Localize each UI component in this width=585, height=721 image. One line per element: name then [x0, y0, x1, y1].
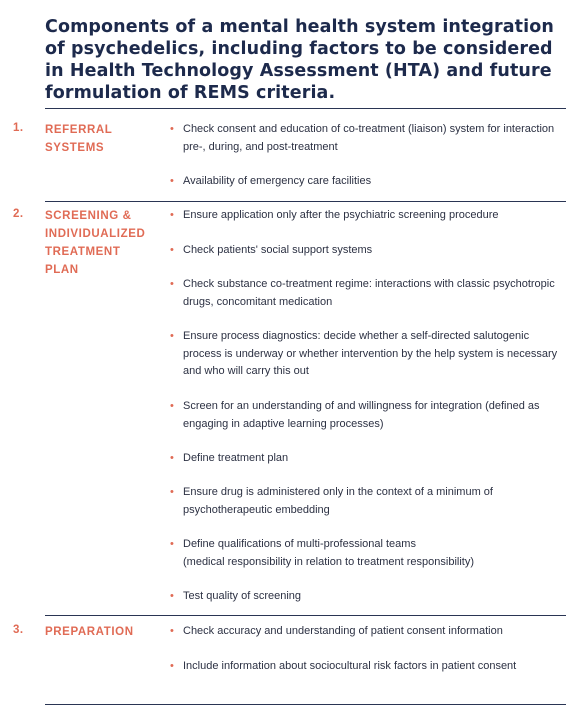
- page-title: Components of a mental health system integration of psychedelics, including factors to be considered in Health Technology Assessment (HTA) and future formulation of REMS criteria.: [45, 17, 554, 103]
- list-item-text: Check accuracy and understanding of patient consent information: [183, 625, 503, 637]
- bullet-icon: •: [170, 278, 174, 290]
- list-item: [170, 276, 566, 311]
- list-item: [170, 173, 566, 191]
- list-item-text: Include information about sociocultural risk factors in patient consent: [183, 660, 517, 672]
- list-item: [170, 242, 566, 260]
- section-number: 2.: [13, 208, 24, 220]
- list-item: [170, 623, 566, 641]
- bullet-icon: •: [170, 330, 174, 342]
- divider: [45, 201, 566, 202]
- list-item-text: Check substance co-treatment regime: interactions with classic psychotropic drugs, concomitant medication: [183, 278, 555, 308]
- list-item: [170, 207, 566, 225]
- bullet-icon: •: [170, 175, 174, 187]
- section-number: 3.: [13, 624, 24, 636]
- list-item: [170, 450, 566, 468]
- divider: [45, 704, 566, 705]
- list-item-text: Ensure process diagnostics: decide whether a self-directed salutogenic process is underway or whether intervention by the help system is necessary and who will carry this out: [183, 330, 558, 377]
- list-item-text: Ensure drug is administered only in the context of a minimum of psychotherapeutic embedding: [183, 486, 493, 516]
- bullet-icon: •: [170, 486, 174, 498]
- bullet-icon: •: [170, 660, 174, 672]
- divider: [45, 615, 566, 616]
- list-item: [170, 398, 566, 433]
- list-item-text: Ensure application only after the psychiatric screening procedure: [183, 209, 499, 221]
- list-item-text: Define treatment plan: [183, 452, 289, 464]
- section-title: REFERRAL SYSTEMS: [45, 124, 113, 154]
- bullet-icon: •: [170, 123, 174, 135]
- list-item: [170, 588, 566, 606]
- bullet-icon: •: [170, 400, 174, 412]
- bullet-icon: •: [170, 625, 174, 637]
- list-item: [170, 484, 566, 519]
- list-item-text: Screen for an understanding of and willingness for integration (defined as engaging in adaptive learning processes): [183, 400, 540, 430]
- list-item: [170, 658, 566, 676]
- section-title: PREPARATION: [45, 626, 134, 638]
- list-item-text: Availability of emergency care facilities: [183, 175, 372, 187]
- list-item-text: Check patients' social support systems: [183, 244, 373, 256]
- bullet-icon: •: [170, 209, 174, 221]
- divider: [45, 108, 566, 109]
- bullet-icon: •: [170, 244, 174, 256]
- bullet-icon: •: [170, 590, 174, 602]
- list-item: [170, 536, 566, 571]
- section-title: SCREENING & INDIVIDUALIZED TREATMENT PLAN: [45, 210, 146, 276]
- list-item-text: Test quality of screening: [183, 590, 302, 602]
- list-item: [170, 121, 566, 156]
- list-item-text: Check consent and education of co-treatment (liaison) system for interaction pre-, during, and post-treatment: [183, 123, 555, 153]
- list-item: [170, 328, 566, 381]
- bullet-icon: •: [170, 538, 174, 550]
- section-number: 1.: [13, 122, 24, 134]
- list-item-text: Define qualifications of multi-professional teams (medical responsibility in relation to treatment responsibility): [183, 538, 475, 568]
- bullet-icon: •: [170, 452, 174, 464]
